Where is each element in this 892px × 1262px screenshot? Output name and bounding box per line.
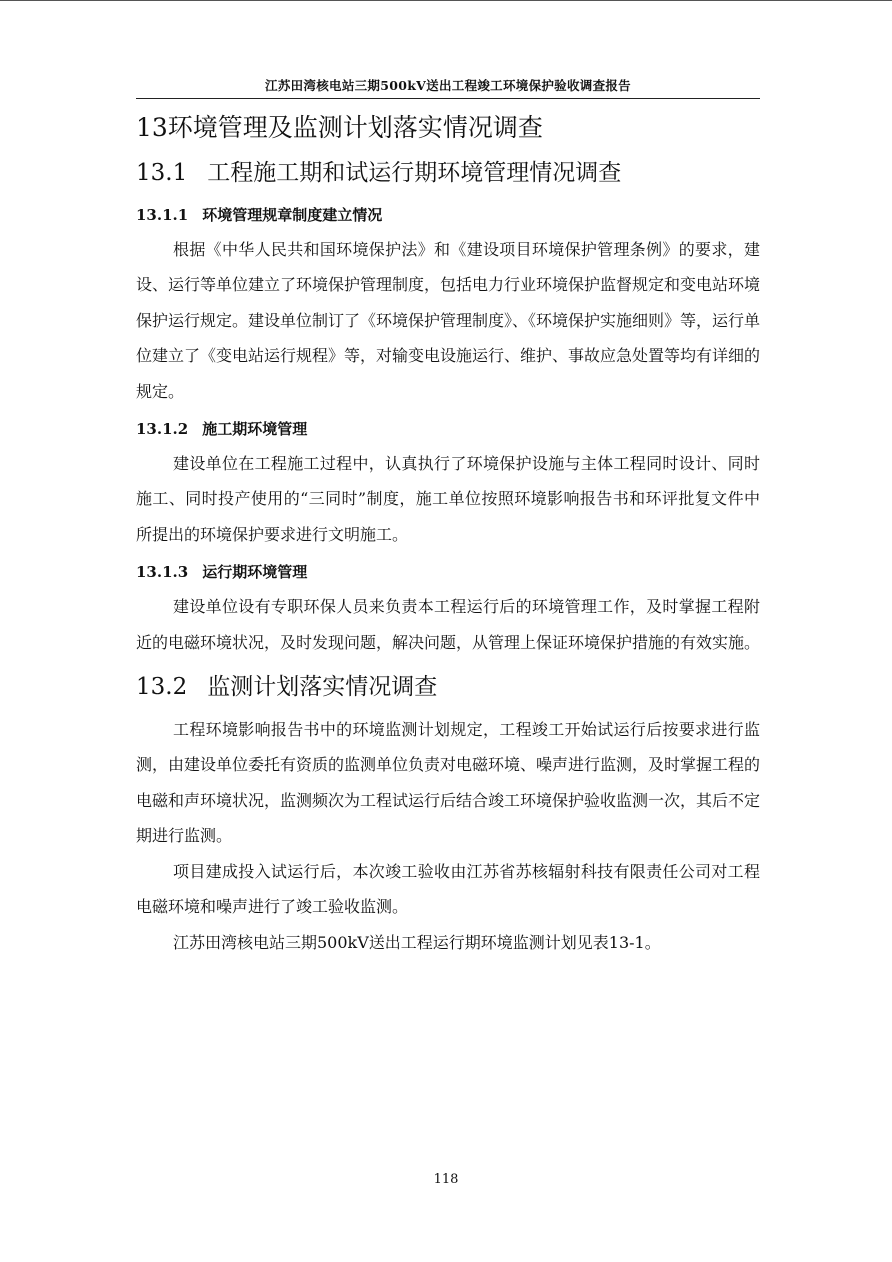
paragraph-operation-management: 建设单位设有专职环保人员来负责本工程运行后的环境管理工作，及时掌握工程附近的电磁环境状况，及时发现问题，解决问题，从管理上保证环境保护措施的有效实施。 (136, 597, 761, 652)
subsection-number: 13.1.1 (136, 206, 189, 224)
paragraph-construction-management: 建设单位在工程施工过程中，认真执行了环境保护设施与主体工程同时设计、同时施工、同时投产使用的“三同时”制度，施工单位按照环境影响报告书和环评批复文件中所提出的环境保护要求进行文明施工。 (136, 454, 760, 544)
section-heading-13-2 (136, 662, 760, 712)
subsection-title-text: 环境管理规章制度建立情况 (202, 206, 383, 224)
section-number: 13.2 (136, 674, 188, 701)
paragraph-regulations: 根据《中华人民共和国环境保护法》和《建设项目环境保护管理条例》的要求，建设、运行等单位建立了环境保护管理制度，包括电力行业环境保护监督规定和变电站环境保护运行规定。建设单位制订了《环境保护管理制度》、《环境保护实施细则》等，运行单位建立了《变电站运行规程》等，对输变电设施运行、维护、事故应急处置等均有详细的规定。 (136, 240, 761, 401)
paragraph-table-reference: 江苏田湾核电站三期500kV送出工程运行期环境监测计划见表13-1。 (173, 932, 661, 952)
subsection-title-text: 运行期环境管理 (202, 563, 308, 582)
section-title-text: 工程施工期和试运行期环境管理情况调查 (207, 160, 622, 186)
subsection-number: 13.1.3 (136, 563, 189, 582)
section-title-text: 监测计划落实情况调查 (207, 674, 438, 701)
section-number: 13.1 (136, 160, 188, 186)
subsection-heading-13-1-1 (136, 198, 760, 232)
page-number: 118 (433, 1172, 459, 1187)
paragraph-acceptance-monitoring: 项目建成投入试运行后，本次竣工验收由江苏省苏核辐射科技有限责任公司对工程电磁环境和噪声进行了竣工验收监测。 (136, 861, 760, 917)
page-top-border (0, 0, 892, 1)
chapter-title: 13环境管理及监测计划落实情况调查 (136, 113, 543, 142)
subsection-title-text: 施工期环境管理 (202, 420, 308, 439)
subsection-heading-13-1-2 (136, 412, 760, 446)
subsection-heading-13-1-3 (136, 555, 760, 589)
running-header: 江苏田湾核电站三期500kV送出工程竣工环境保护验收调查报告 (265, 78, 631, 93)
subsection-number: 13.1.2 (136, 420, 189, 439)
header-rule (136, 98, 760, 99)
paragraph-monitoring-plan: 工程环境影响报告书中的环境监测计划规定，工程竣工开始试运行后按要求进行监测，由建设单位委托有资质的监测单位负责对电磁环境、噪声进行监测，及时掌握工程的电磁和声环境状况，监测频次为工程试运行后结合竣工环境保护验收监测一次，其后不定期进行监测。 (136, 720, 761, 846)
section-heading-13-1 (136, 148, 760, 198)
document-body (136, 108, 760, 960)
